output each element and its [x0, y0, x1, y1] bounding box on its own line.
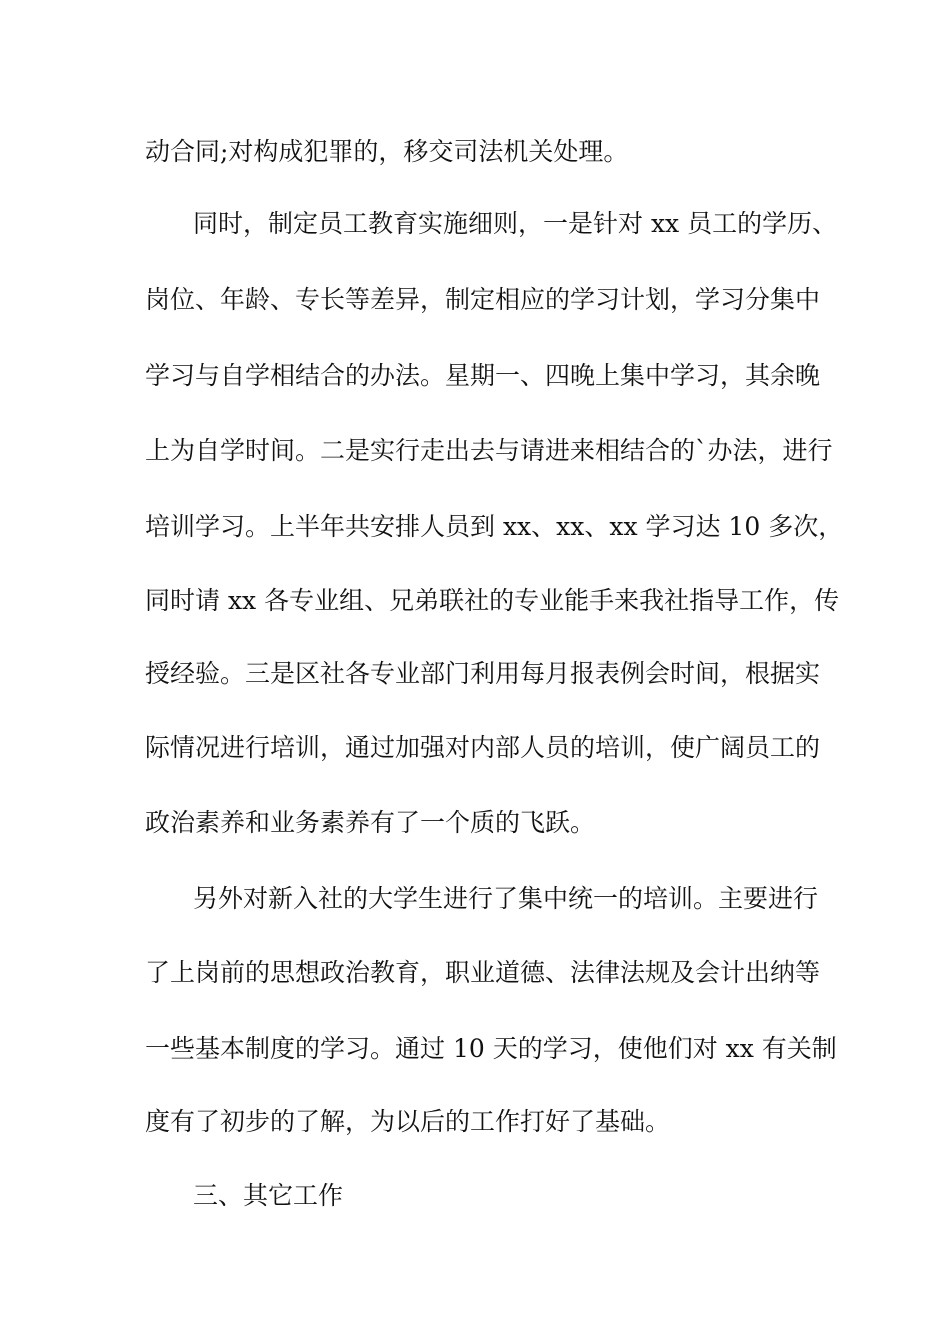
paragraph-first-line: 另外对新入社的大学生进行了集中统一的培训。主要进行	[193, 884, 819, 913]
text-line: 学习与自学相结合的办法。星期一、四晚上集中学习，其余晚	[145, 361, 821, 390]
text-line: 同时请 xx 各专业组、兄弟联社的专业能手来我社指导工作，传	[145, 586, 840, 615]
text-line: 培训学习。上半年共安排人员到 xx、xx、xx 学习达 10 多次，	[145, 512, 844, 541]
text-line: 授经验。三是区社各专业部门利用每月报表例会时间，根据实	[145, 659, 821, 688]
text-line: 政治素养和业务素养有了一个质的飞跃。	[145, 808, 596, 837]
text-line: 际情况进行培训，通过加强对内部人员的培训，使广阔员工的	[145, 733, 821, 762]
section-heading: 三、其它工作	[193, 1181, 344, 1210]
text-line: 动合同;对构成犯罪的，移交司法机关处理。	[145, 137, 629, 166]
text-line: 一些基本制度的学习。通过 10 天的学习，使他们对 xx 有关制	[145, 1034, 837, 1063]
text-line: 上为自学时间。二是实行走出去与请进来相结合的`办法，进行	[145, 436, 833, 465]
paragraph-first-line: 同时，制定员工教育实施细则，一是针对 xx 员工的学历、	[193, 209, 838, 238]
text-line: 度有了初步的了解，为以后的工作打好了基础。	[145, 1107, 671, 1136]
text-line: 岗位、年龄、专长等差异，制定相应的学习计划，学习分集中	[145, 285, 821, 314]
text-line: 了上岗前的思想政治教育，职业道德、法律法规及会计出纳等	[145, 958, 821, 987]
